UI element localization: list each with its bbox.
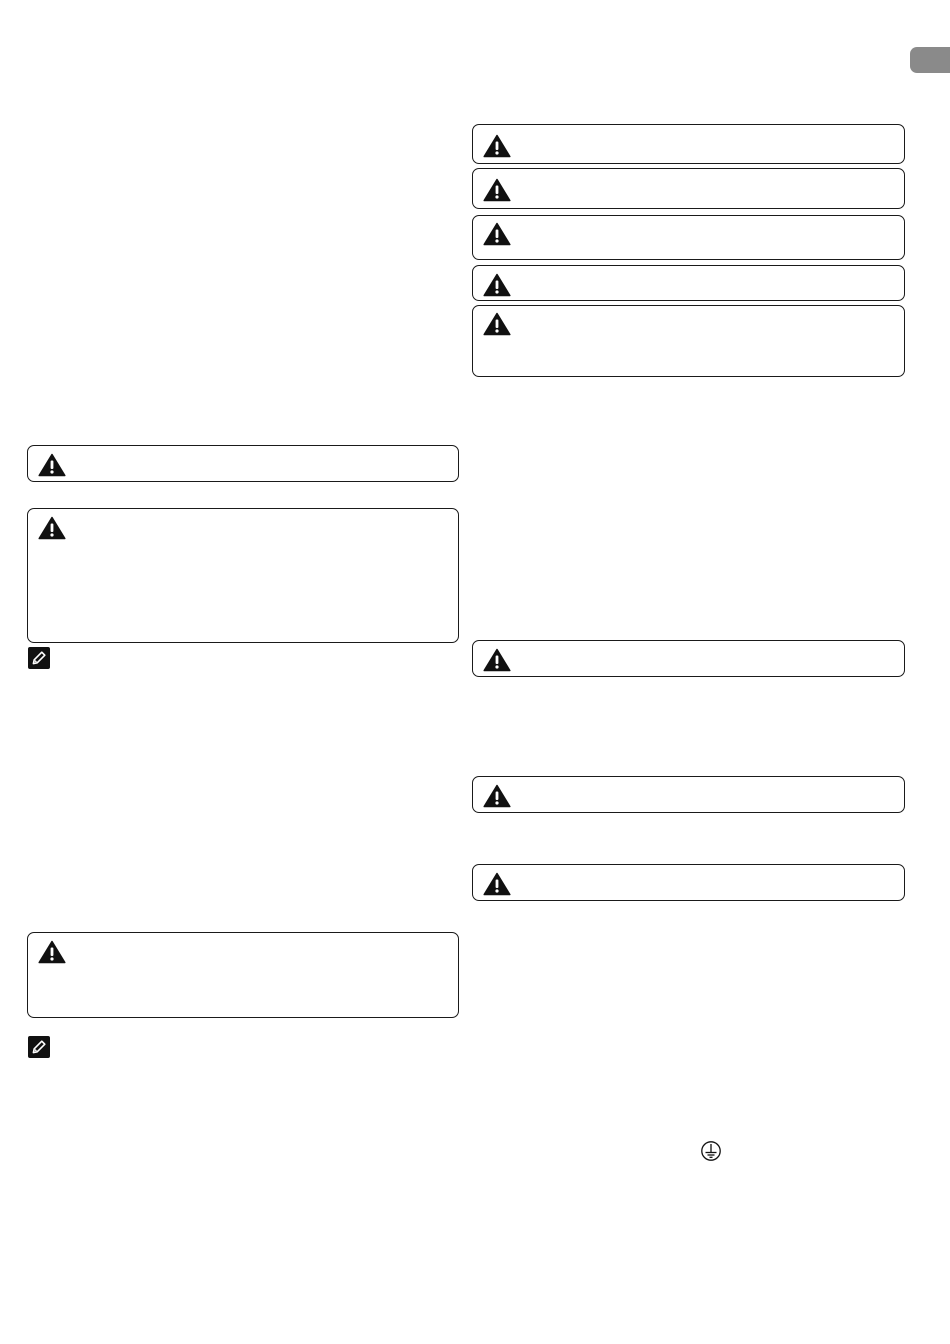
note-pencil-icon	[28, 647, 50, 669]
warning-box	[27, 445, 459, 482]
warning-box	[472, 305, 905, 377]
warning-box	[472, 168, 905, 209]
warning-triangle-icon	[483, 872, 511, 896]
protective-earth-ground-icon	[700, 1140, 722, 1162]
warning-box	[472, 124, 905, 164]
warning-triangle-icon	[483, 178, 511, 202]
warning-box	[472, 776, 905, 813]
warning-box	[472, 640, 905, 677]
warning-triangle-icon	[483, 273, 511, 297]
warning-triangle-icon	[483, 784, 511, 808]
warning-triangle-icon	[483, 312, 511, 336]
warning-box	[27, 508, 459, 643]
warning-triangle-icon	[483, 648, 511, 672]
note-pencil-icon	[28, 1036, 50, 1058]
warning-box	[472, 864, 905, 901]
warning-triangle-icon	[483, 222, 511, 246]
language-tab	[910, 47, 950, 73]
warning-triangle-icon	[38, 516, 66, 540]
warning-triangle-icon	[38, 940, 66, 964]
warning-triangle-icon	[483, 134, 511, 158]
warning-triangle-icon	[38, 453, 66, 477]
warning-box	[472, 215, 905, 260]
warning-box	[27, 932, 459, 1018]
warning-box	[472, 265, 905, 301]
